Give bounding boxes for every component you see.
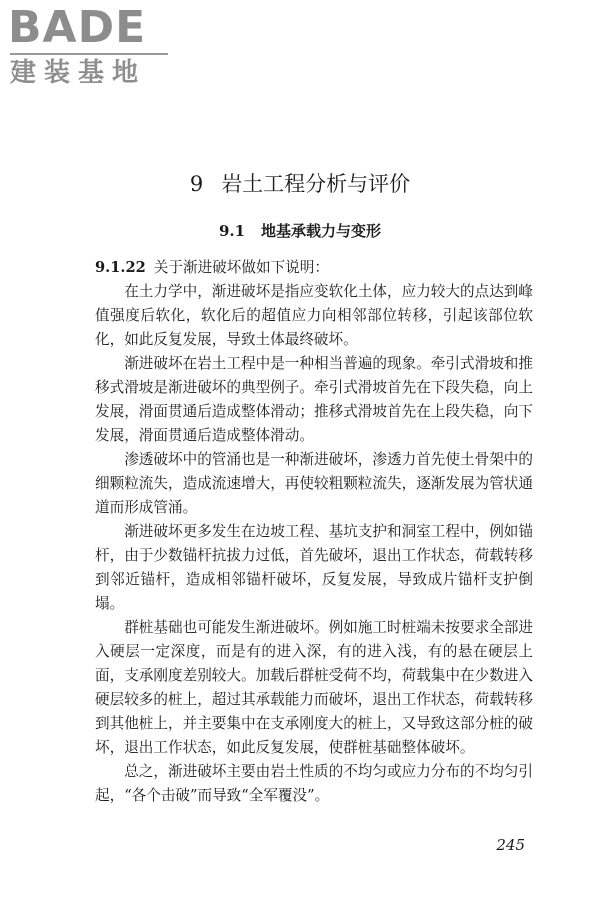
item-intro: 关于渐进破坏做如下说明：: [153, 259, 329, 276]
paragraph: 渐进破坏更多发生在边坡工程、基坑支护和洞室工程中，例如锚杆，由于少数锚杆抗拔力过低，首先破坏，退出工作状态，荷载转移到邻近锚杆，造成相邻锚杆破坏，反复发展，导致成片锚杆支护倒塌。: [95, 523, 533, 612]
body-text: [95, 256, 533, 808]
item-number: 9.1.22: [95, 259, 146, 276]
logo-chinese-name: 建装基地: [10, 58, 147, 88]
section-title: 地基承载力与变形: [261, 222, 382, 240]
item-intro-line: [95, 256, 533, 280]
logo-wordmark: BADE: [8, 2, 147, 53]
chapter-number: 9: [189, 172, 204, 196]
paragraph: 群桩基础也可能发生渐进破坏。例如施工时桩端未按要求全部进入硬层一定深度，而是有的进入深，有的进入浅，有的悬在硬层上面，支承刚度差别较大。加载后群桩受荷不均，荷载集中在少数进入硬层较多的桩上，超过其承载能力而破坏，退出工作状态，荷载转移到其他桩上，并主要集中在支承刚度大的桩上，又导致这部分桩的破坏，退出工作状态，如此反复发展，使群桩基础整体破坏。: [95, 619, 533, 756]
chapter-title: 岩土工程分析与评价: [221, 172, 411, 196]
page-number: 245: [496, 836, 525, 854]
paragraph: 渐进破坏在岩土工程中是一种相当普遍的现象。牵引式滑坡和推移式滑坡是渐进破坏的典型例子。牵引式滑坡首先在下段失稳，向上发展，滑面贯通后造成整体滑动；推移式滑坡首先在上段失稳，向下发展，滑面贯通后造成整体滑动。: [95, 355, 533, 444]
section-number: 9.1: [218, 222, 246, 240]
chapter-heading: [0, 170, 600, 198]
paragraph: 渗透破坏中的管涌也是一种渐进破坏，渗透力首先使土骨架中的细颗粒流失，造成流速增大，再使较粗颗粒流失，逐渐发展为管状通道而形成管涌。: [95, 451, 533, 516]
paragraph: 总之，渐进破坏主要由岩土性质的不均匀或应力分布的不均匀引起，“各个击破”而导致“全军覆没”。: [95, 763, 533, 804]
brand-logo: [8, 4, 178, 88]
paragraph: 在土力学中，渐进破坏是指应变软化土体，应力较大的点达到峰值强度后软化，软化后的超值应力向相邻部位转移，引起该部位软化，如此反复发展，导致土体最终破坏。: [95, 283, 533, 348]
logo-divider: [10, 53, 168, 55]
section-heading: [0, 220, 600, 242]
